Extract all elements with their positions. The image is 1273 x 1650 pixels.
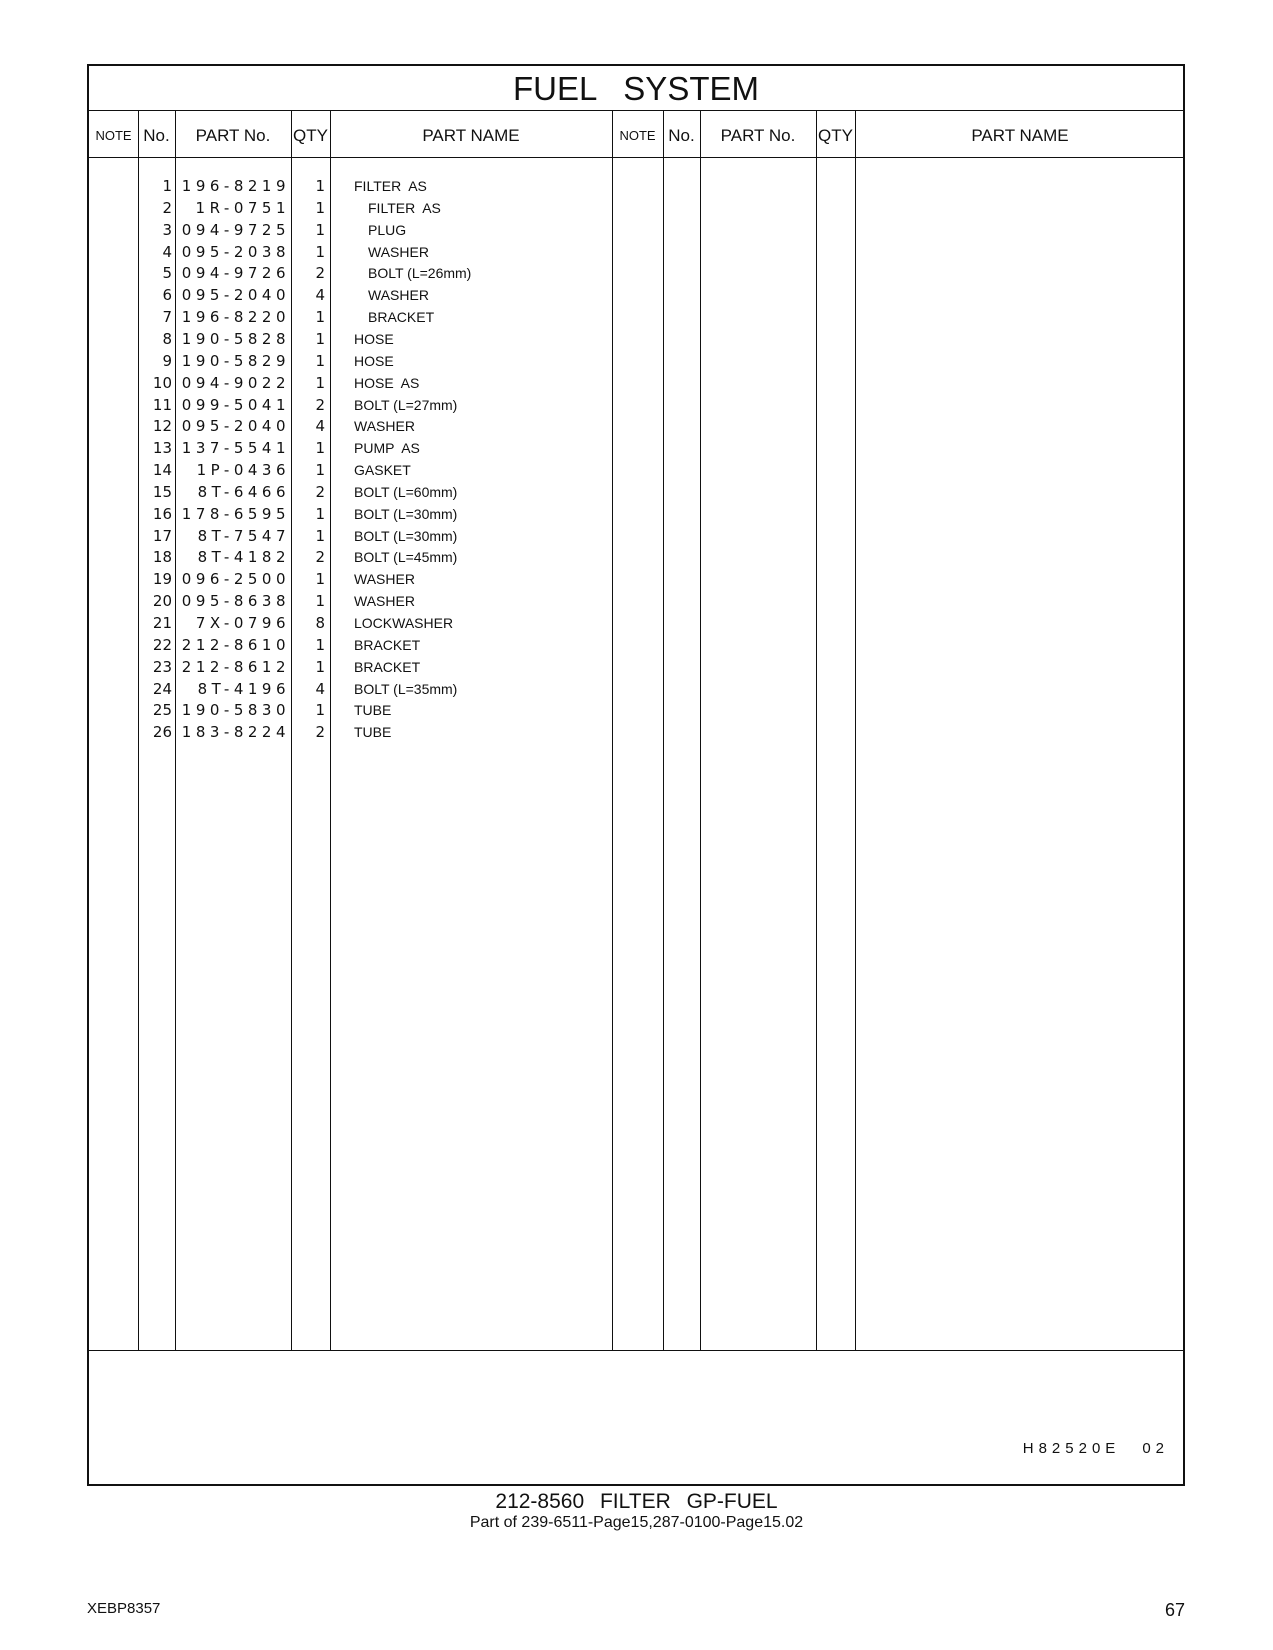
part-number: 212-8612 (181, 657, 290, 676)
table-row (89, 459, 1183, 481)
header-qty: QTY (818, 126, 853, 145)
illustration-code-value: H82520E (1022, 1440, 1121, 1457)
part-number-index: 12 (152, 417, 172, 436)
part-number: 8T-6466 (197, 482, 290, 501)
table-row (89, 219, 1183, 241)
table-row (89, 481, 1183, 503)
quantity: 1 (315, 220, 325, 239)
quantity: 1 (315, 439, 325, 458)
illustration-revision: 02 (1142, 1440, 1169, 1457)
part-number-index: 16 (152, 504, 172, 523)
part-number: 196-8220 (181, 308, 290, 327)
group-subtitle: Part of 239-6511-Page15,287-0100-Page15.02 (469, 1514, 804, 1531)
part-number-index: 21 (152, 614, 172, 632)
table-row (89, 699, 1183, 721)
part-number: 095-2038 (181, 242, 290, 261)
part-number-index: 25 (152, 701, 172, 720)
table-row (89, 634, 1183, 656)
table-row (89, 175, 1183, 197)
quantity: 1 (315, 329, 325, 348)
part-number-index: 19 (152, 570, 172, 589)
part-number: 8T-7547 (197, 526, 290, 545)
part-number: 1P-0436 (196, 461, 290, 480)
part-number-index: 26 (152, 723, 172, 742)
table-row (89, 568, 1183, 590)
part-name: WASHER (354, 593, 415, 610)
part-number: 137-5541 (181, 439, 290, 458)
part-number-index: 1 (162, 177, 172, 195)
part-name: BOLT (L=60mm) (354, 483, 458, 500)
part-name: HOSE (354, 330, 394, 347)
part-number: 095-2040 (181, 417, 290, 436)
quantity: 8 (315, 614, 325, 632)
part-name: WASHER (368, 243, 429, 260)
part-number-index: 5 (162, 264, 172, 283)
quantity: 1 (315, 198, 325, 217)
header-no: No. (143, 126, 170, 145)
part-name: HOSE (354, 352, 394, 369)
part-number-index: 13 (152, 439, 172, 458)
part-name: BOLT (L=35mm) (354, 680, 458, 697)
part-number-index: 11 (152, 395, 172, 414)
parts-list-frame (87, 64, 1185, 1486)
part-name: TUBE (354, 702, 392, 719)
table-row (89, 241, 1183, 263)
part-number: 1R-0751 (195, 198, 290, 217)
part-number-index: 10 (152, 373, 172, 392)
quantity: 1 (315, 526, 325, 545)
footer-divider (89, 1350, 1183, 1351)
part-number-index: 9 (162, 351, 172, 370)
part-number: 094-9726 (181, 264, 290, 283)
part-name: LOCKWASHER (354, 615, 454, 631)
table-row (89, 678, 1183, 700)
quantity: 1 (315, 308, 325, 327)
table-row (89, 262, 1183, 284)
header-part-no: PART No. (195, 126, 271, 145)
table-row (89, 525, 1183, 547)
part-number: 190-5828 (181, 329, 290, 348)
table-row (89, 590, 1183, 612)
part-number: 094-9725 (181, 220, 290, 239)
table-row (89, 437, 1183, 459)
table-row (89, 284, 1183, 306)
title-divider (89, 110, 1183, 111)
quantity: 2 (315, 548, 325, 567)
page-title: FUEL SYSTEM (513, 70, 759, 107)
quantity: 1 (315, 592, 325, 611)
header-part-name: PART NAME (971, 126, 1069, 145)
table-row (89, 656, 1183, 678)
quantity: 1 (315, 504, 325, 523)
quantity: 2 (315, 264, 325, 283)
quantity: 1 (315, 242, 325, 261)
quantity: 4 (315, 417, 325, 436)
table-row (89, 546, 1183, 568)
part-number-index: 15 (152, 482, 172, 501)
part-number-index: 24 (152, 679, 172, 698)
table-row (89, 350, 1183, 372)
quantity: 1 (315, 657, 325, 676)
quantity: 4 (315, 679, 325, 698)
part-name: WASHER (354, 571, 415, 588)
quantity: 1 (315, 570, 325, 589)
quantity: 1 (315, 177, 325, 195)
part-number-index: 2 (162, 198, 172, 217)
part-number: 190-5829 (181, 351, 290, 370)
part-number: 095-2040 (181, 286, 290, 305)
table-row (89, 372, 1183, 394)
part-number: 096-2500 (181, 570, 290, 589)
part-number: 212-8610 (181, 635, 290, 654)
part-number-index: 6 (162, 286, 172, 305)
header-part-no: PART No. (720, 126, 796, 145)
quantity: 1 (315, 461, 325, 480)
part-number: 094-9022 (181, 373, 290, 392)
table-row (89, 415, 1183, 437)
table-row (89, 503, 1183, 525)
quantity: 1 (315, 701, 325, 720)
part-number-index: 17 (152, 526, 172, 545)
part-number-index: 22 (152, 635, 172, 654)
part-name: BOLT (L=26mm) (368, 265, 472, 282)
part-name: BOLT (L=30mm) (354, 505, 458, 522)
part-number-index: 8 (162, 329, 172, 348)
part-name: TUBE (354, 724, 392, 741)
part-number-index: 4 (162, 242, 172, 261)
illustration-code (1023, 1440, 1169, 1457)
table-row (89, 328, 1183, 350)
quantity: 4 (315, 286, 325, 305)
document-number: XEBP8357 (87, 1600, 161, 1617)
part-name: WASHER (368, 287, 429, 304)
part-number: 196-8219 (181, 177, 290, 195)
table-row (89, 394, 1183, 416)
part-number: 095-8638 (181, 592, 290, 611)
group-title: 212-8560 FILTER GP-FUEL (495, 1490, 778, 1513)
part-name: FILTER AS (368, 199, 441, 216)
part-number: 178-6595 (181, 504, 290, 523)
part-name: BOLT (L=45mm) (354, 549, 458, 566)
part-number: 8T-4182 (197, 548, 290, 567)
header-note: NOTE (619, 128, 656, 143)
table-row (89, 721, 1183, 743)
part-number-index: 7 (162, 308, 172, 327)
part-name: BRACKET (354, 636, 421, 653)
part-name: BRACKET (354, 658, 421, 675)
part-name: HOSE AS (354, 374, 420, 391)
part-name: BOLT (L=27mm) (354, 396, 458, 413)
part-name: BOLT (L=30mm) (354, 527, 458, 544)
part-number: 099-5041 (181, 395, 290, 414)
part-number: 8T-4196 (197, 679, 290, 698)
part-number-index: 20 (152, 592, 172, 611)
quantity: 1 (315, 373, 325, 392)
table-row (89, 197, 1183, 219)
part-name: WASHER (354, 418, 415, 435)
header-part-name: PART NAME (422, 126, 520, 145)
quantity: 1 (315, 635, 325, 654)
quantity: 2 (315, 723, 325, 742)
header-qty: QTY (293, 126, 328, 145)
part-name: PUMP AS (354, 440, 420, 457)
part-number-index: 18 (152, 548, 172, 567)
header-no: No. (668, 126, 695, 145)
part-name: PLUG (368, 221, 407, 238)
part-number-index: 3 (162, 220, 172, 239)
quantity: 2 (315, 395, 325, 414)
table-row (89, 612, 1183, 634)
part-name: GASKET (354, 462, 411, 479)
header-note: NOTE (95, 128, 132, 143)
part-name: FILTER AS (354, 178, 427, 194)
quantity: 2 (315, 482, 325, 501)
part-number-index: 23 (152, 657, 172, 676)
quantity: 1 (315, 351, 325, 370)
part-number: 183-8224 (181, 723, 290, 742)
part-name: BRACKET (368, 309, 435, 326)
part-number-index: 14 (152, 461, 172, 480)
part-number: 190-5830 (181, 701, 290, 720)
part-number: 7X-0796 (195, 614, 290, 632)
table-row (89, 306, 1183, 328)
page-number: 67 (1164, 1600, 1185, 1620)
